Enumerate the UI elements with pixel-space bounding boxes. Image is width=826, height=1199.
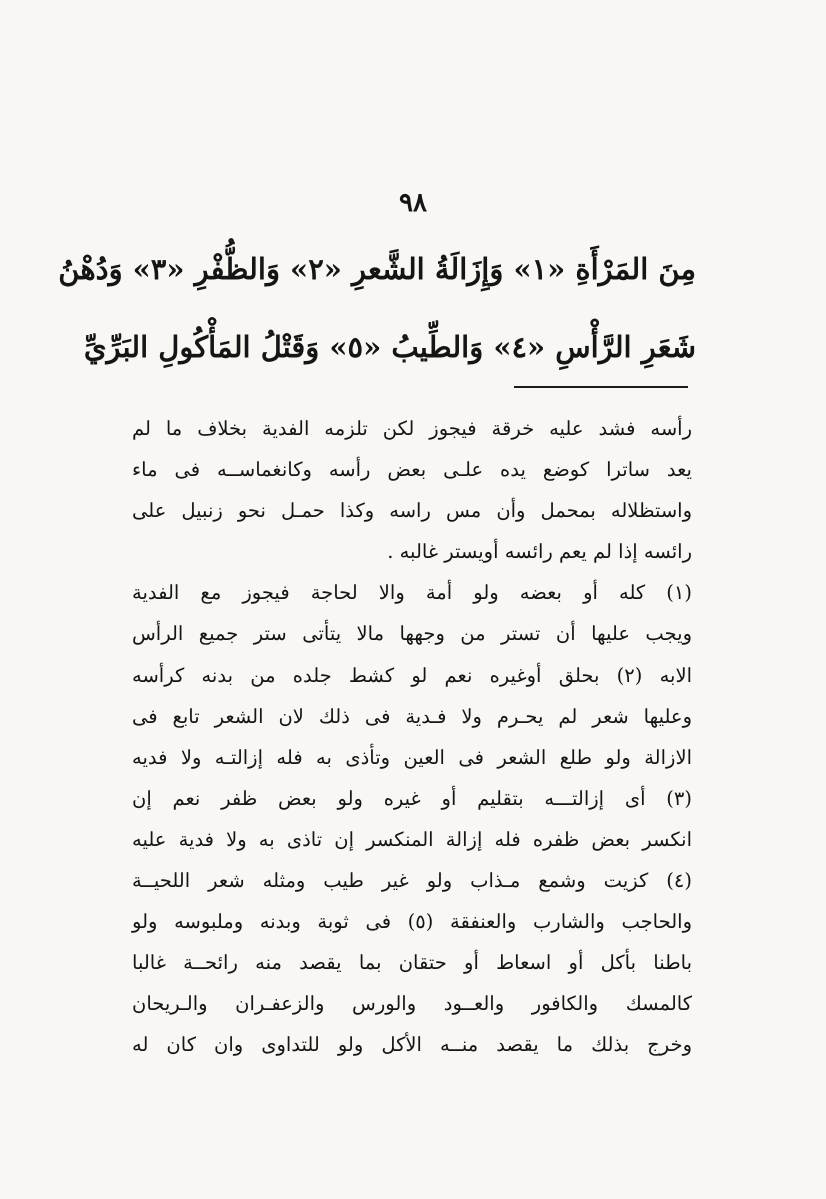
footnote-line: ويجب عليها أن تستر من وجهها مالا يتأتى ستر جميع الرأس <box>132 622 692 646</box>
main-text-line-1: مِنَ المَرْأَةِ «١» وَإِزَالَةُ الشَّعرِ «٢» وَالظُّفْرِ «٣» وَدُهْنُ <box>58 252 696 286</box>
footnote-line: انكسر بعض ظفره فله إزالة المنكسر إن تاذى به ولا فدية عليه <box>132 827 692 851</box>
footnote-line: الازالة ولو طلع الشعر فى العين وتأذى به فله إزالتـه ولا فديه <box>132 745 692 769</box>
commentary-line: يعد ساترا كوضع يده علـى بعض رأسه وكانغماســه فى ماء <box>132 458 692 482</box>
main-text-line-2: شَعَرِ الرَّأْسِ «٤» وَالطِّيبُ «٥» وَقَتْلُ المَأْكُولِ البَرِّيِّ <box>83 330 696 364</box>
footnote-line: (١) كله أو بعضه ولو أمة والا لحاجة فيجوز مع الفدية <box>132 581 692 605</box>
footnote-line: (٣) أى إزالتـــه بتقليم أو غيره ولو بعض ظفر نعم إن <box>132 786 692 810</box>
page-number: ٩٨ <box>399 188 427 218</box>
footnote-line: والحاجب والشارب والعنفقة (٥) فى ثوبة وبدنه وملبوسه ولو <box>132 910 692 934</box>
footnote-line: (٤) كزيت وشمع مـذاب ولو غير طيب ومثله شعر اللحيــة <box>132 869 692 893</box>
commentary-line: واستظلاله بمحمل وأن مس راسه وكذا حمـل نحو زنبيل على <box>132 499 692 523</box>
separator-rule <box>514 386 688 388</box>
footnote-line: الابه (٢) بحلق أوغيره نعم لو كشط جلده من بدنه كرأسه <box>132 663 692 687</box>
commentary-line: رأسه فشد عليه خرقة فيجوز لكن تلزمه الفدية بخلاف ما لم <box>132 417 692 440</box>
commentary-block <box>132 408 692 1066</box>
footnote-line: كالمسك والكافور والعــود والورس والزعفـران والـريحان <box>132 992 692 1016</box>
commentary-line: رائسه إذا لم يعم رائسه أويستر غالبه . <box>387 540 692 564</box>
footnote-line: باطنا بأكل أو اسعاط أو حتقان بما يقصد منه رائحــة غالبا <box>132 951 692 975</box>
footnote-line: وخرج بذلك ما يقصد منــه الأكل ولو للتداوى وان كان له <box>132 1033 692 1057</box>
footnote-line: وعليها شعر لم يحـرم ولا فـدية فى ذلك لان الشعر تابع فى <box>132 704 692 728</box>
